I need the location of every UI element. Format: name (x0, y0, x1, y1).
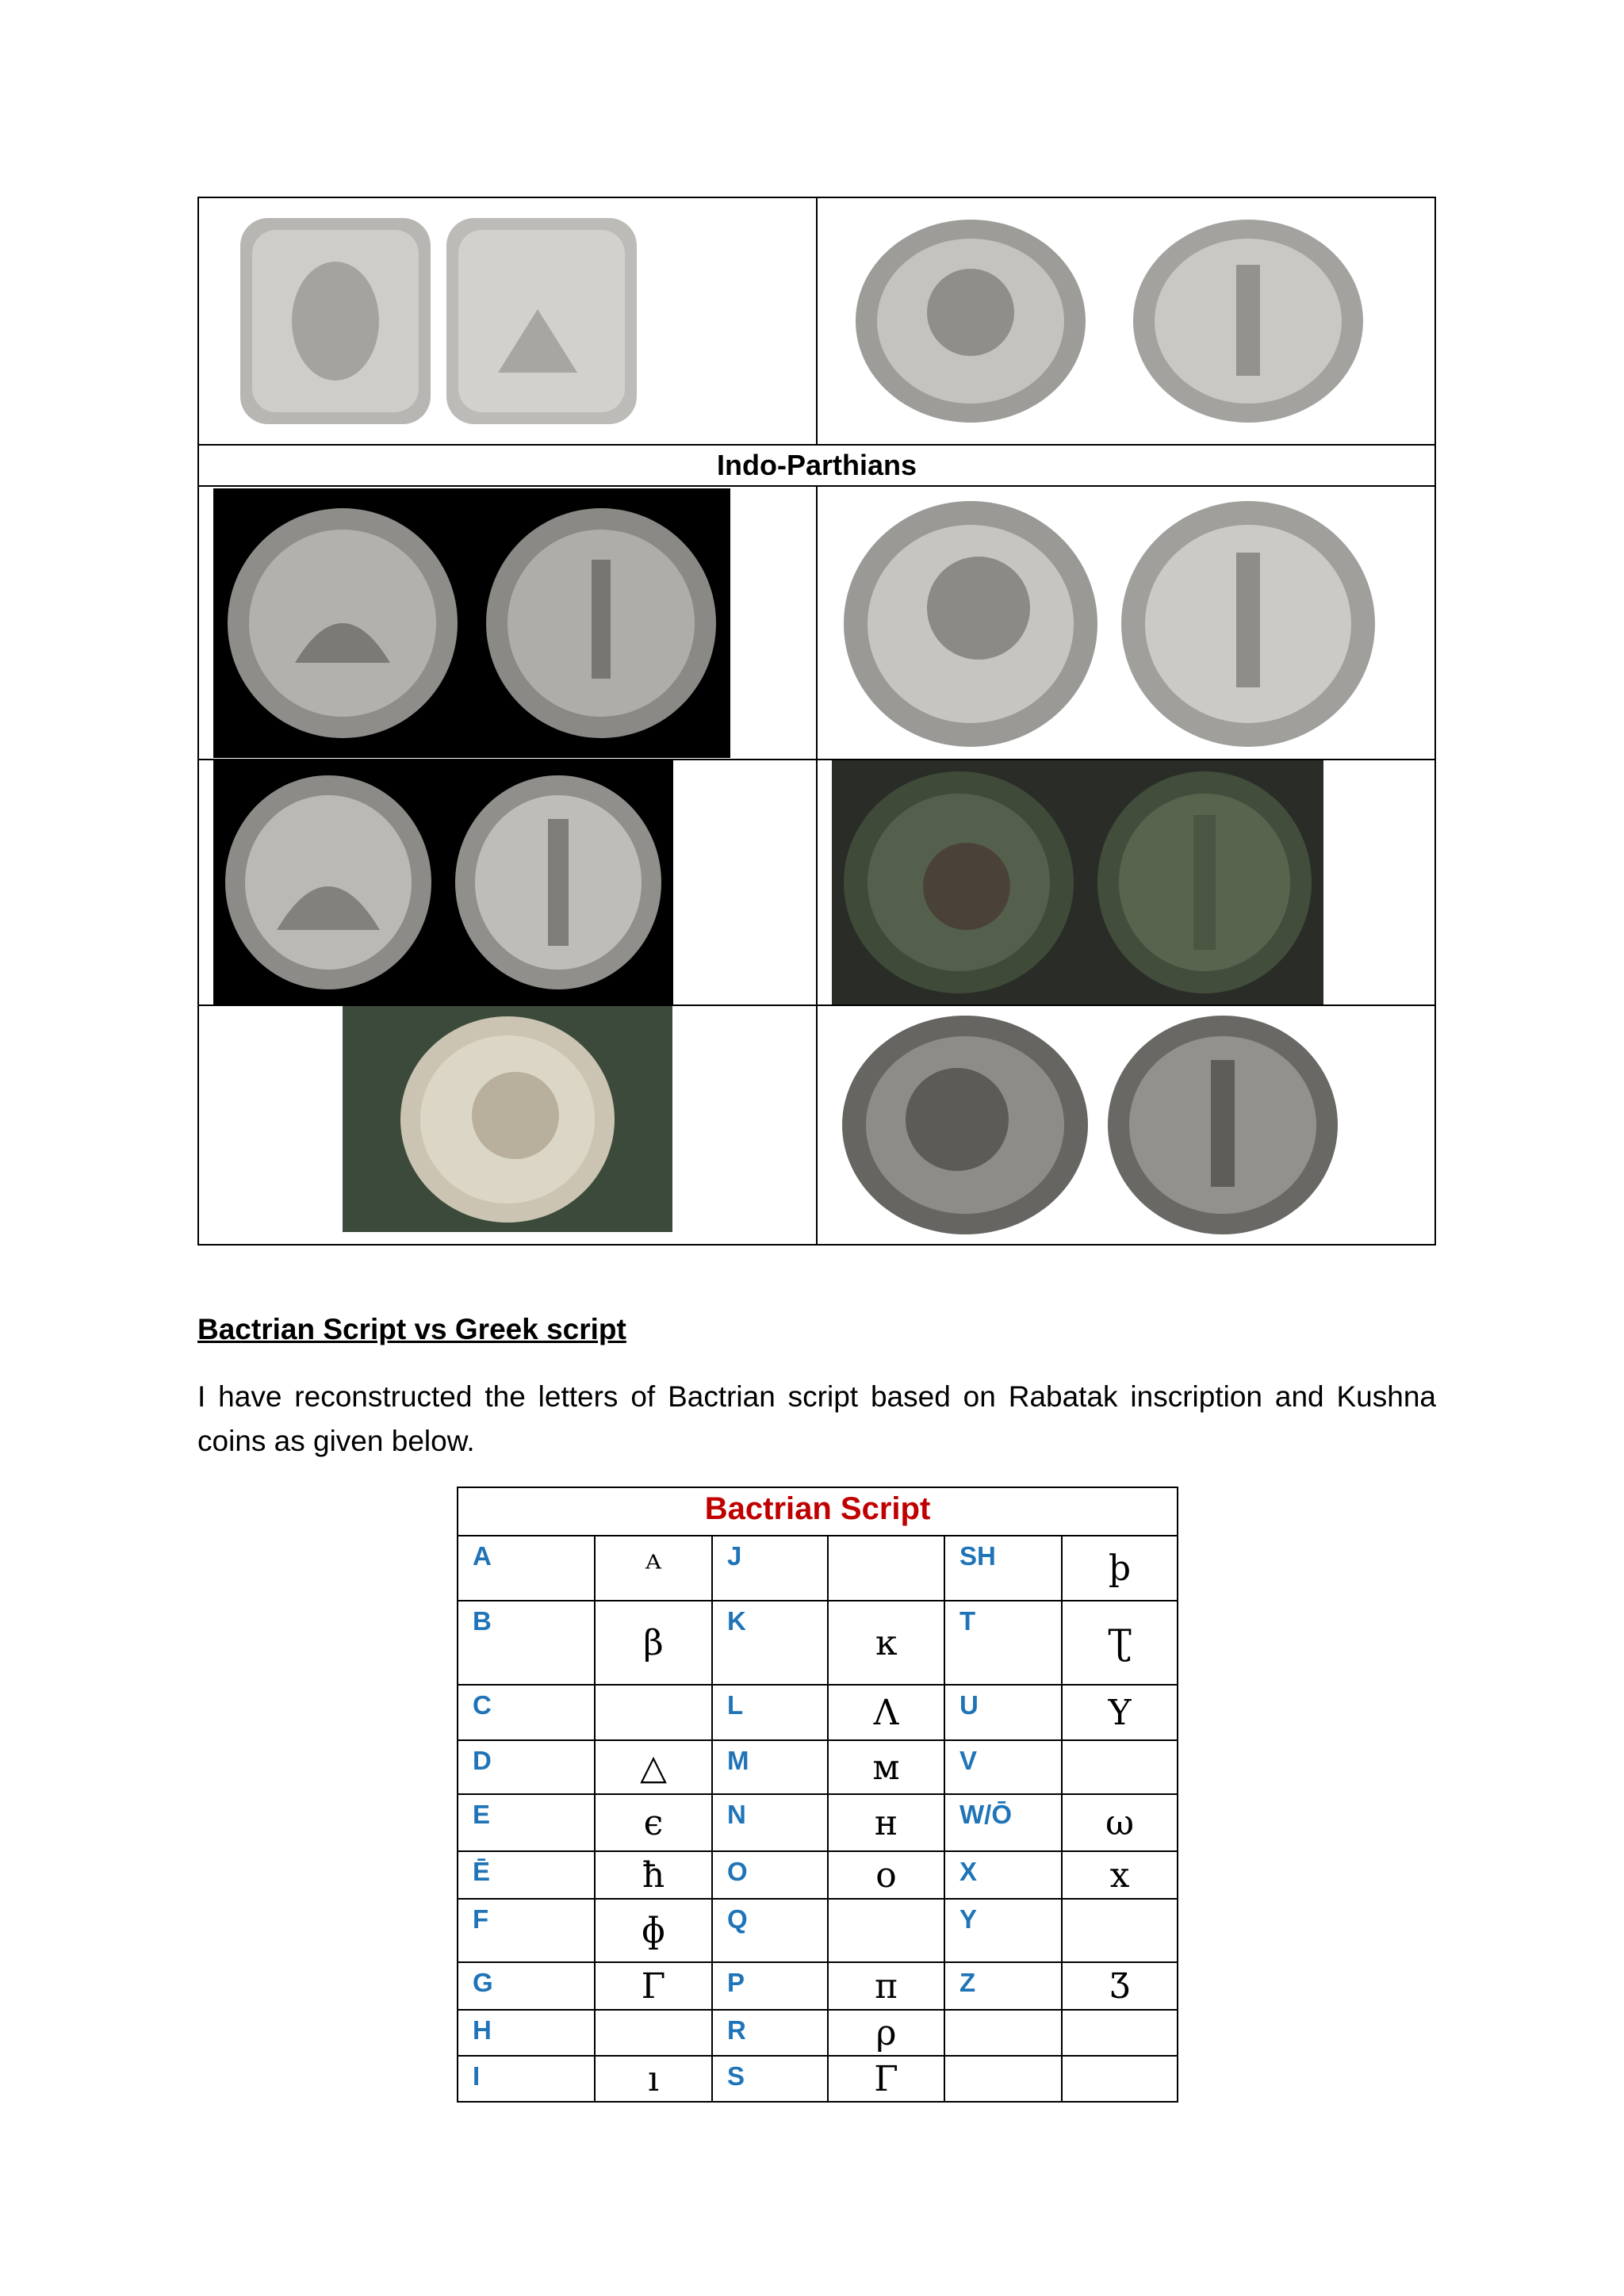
letter-cell: B (458, 1601, 595, 1685)
letter-cell: M (712, 1740, 828, 1794)
table-row (458, 2056, 1178, 2102)
letter-cell: P (712, 1962, 828, 2010)
glyph-cell: △ (595, 1740, 712, 1794)
letter-cell: A (458, 1536, 595, 1601)
table-row (458, 1794, 1178, 1851)
glyph-cell: Γ (595, 1962, 712, 2010)
glyph-cell (828, 1536, 944, 1601)
letter-cell: G (458, 1962, 595, 2010)
coin-cell-5 (198, 760, 817, 1005)
glyph-cell (595, 1685, 712, 1740)
glyph-cell (595, 2010, 712, 2056)
letter-cell: N (712, 1794, 828, 1851)
glyph-cell: x (1062, 1851, 1178, 1899)
letter-cell: E (458, 1794, 595, 1851)
letter-cell: R (712, 2010, 828, 2056)
coin-pair-bronze-dark-image (832, 760, 1323, 1004)
glyph-cell: н (828, 1794, 944, 1851)
coin-single-green-bg-image (343, 1006, 672, 1232)
glyph-cell: ħ (595, 1851, 712, 1899)
letter-cell: C (458, 1685, 595, 1740)
glyph-cell (1062, 2010, 1178, 2056)
glyph-cell: ϵ (595, 1794, 712, 1851)
glyph-cell (1062, 1899, 1178, 1962)
letter-cell: Z (944, 1962, 1062, 2010)
letter-cell: J (712, 1536, 828, 1601)
glyph-cell: Γ (828, 2056, 944, 2102)
glyph-cell: Λ (828, 1685, 944, 1740)
coin-pair-round-silver-helmet-image (832, 217, 1387, 425)
coin-cell-4 (817, 486, 1435, 760)
glyph-cell: β (595, 1601, 712, 1685)
glyph-cell: ᴬ (595, 1536, 712, 1601)
letter-cell: SH (944, 1536, 1062, 1601)
table-row (458, 1962, 1178, 2010)
letter-cell: V (944, 1740, 1062, 1794)
letter-cell: L (712, 1685, 828, 1740)
letter-cell: Y (944, 1899, 1062, 1962)
coin-cell-8 (817, 1005, 1435, 1245)
coin-cell-7 (198, 1005, 817, 1245)
glyph-cell: þ (1062, 1536, 1178, 1601)
glyph-cell: ɸ (595, 1899, 712, 1962)
glyph-cell (1062, 2056, 1178, 2102)
table-row (458, 1851, 1178, 1899)
letter-cell: U (944, 1685, 1062, 1740)
glyph-cell (828, 1899, 944, 1962)
letter-cell: Ē (458, 1851, 595, 1899)
script-table-body (458, 1536, 1178, 2102)
indo-parthians-header: Indo-Parthians (198, 445, 1435, 486)
letter-cell (944, 2010, 1062, 2056)
section-heading: Bactrian Script vs Greek script (197, 1313, 626, 1345)
coin-cell-6 (817, 760, 1435, 1005)
coin-pair-bust-diademed-image (832, 495, 1387, 752)
table-row (458, 1536, 1178, 1601)
coin-pair-square-silver-image (232, 214, 645, 428)
table-row (458, 1899, 1178, 1962)
coin-cell-2 (817, 197, 1435, 445)
coin-image-table (197, 197, 1436, 1246)
table-row (458, 1685, 1178, 1740)
coin-pair-horseman-black-bg-image (213, 488, 730, 758)
letter-cell: X (944, 1851, 1062, 1899)
bactrian-script-table (457, 1487, 1178, 2103)
coin-pair-horseman-black-bg-2-image (213, 760, 673, 1004)
letter-cell: F (458, 1899, 595, 1962)
glyph-cell: м (828, 1740, 944, 1794)
glyph-cell: Ʈ (1062, 1601, 1178, 1685)
table-row (458, 1601, 1178, 1685)
letter-cell: Q (712, 1899, 828, 1962)
body-paragraph: I have reconstructed the letters of Bactrian script based on Rabatak inscription and Kushna coins as given below. (197, 1380, 1436, 1457)
letter-cell: K (712, 1601, 828, 1685)
glyph-cell: o (828, 1851, 944, 1899)
table-row (458, 2010, 1178, 2056)
glyph-cell: ρ (828, 2010, 944, 2056)
letter-cell: H (458, 2010, 595, 2056)
table-title: Bactrian Script (458, 1487, 1178, 1536)
glyph-cell: π (828, 1962, 944, 2010)
glyph-cell (1062, 1740, 1178, 1794)
table-row (458, 1740, 1178, 1794)
letter-cell (944, 2056, 1062, 2102)
glyph-cell: ı (595, 2056, 712, 2102)
letter-cell: O (712, 1851, 828, 1899)
letter-cell: S (712, 2056, 828, 2102)
letter-cell: W/Ō (944, 1794, 1062, 1851)
glyph-cell: Υ (1062, 1685, 1178, 1740)
letter-cell: T (944, 1601, 1062, 1685)
letter-cell: I (458, 2056, 595, 2102)
coin-cell-1 (198, 197, 817, 445)
coin-pair-parthian-dark-image (832, 1012, 1347, 1238)
glyph-cell: ω (1062, 1794, 1178, 1851)
coin-cell-3 (198, 486, 817, 760)
glyph-cell: ĸ (828, 1601, 944, 1685)
glyph-cell: Ʒ (1062, 1962, 1178, 2010)
letter-cell: D (458, 1740, 595, 1794)
